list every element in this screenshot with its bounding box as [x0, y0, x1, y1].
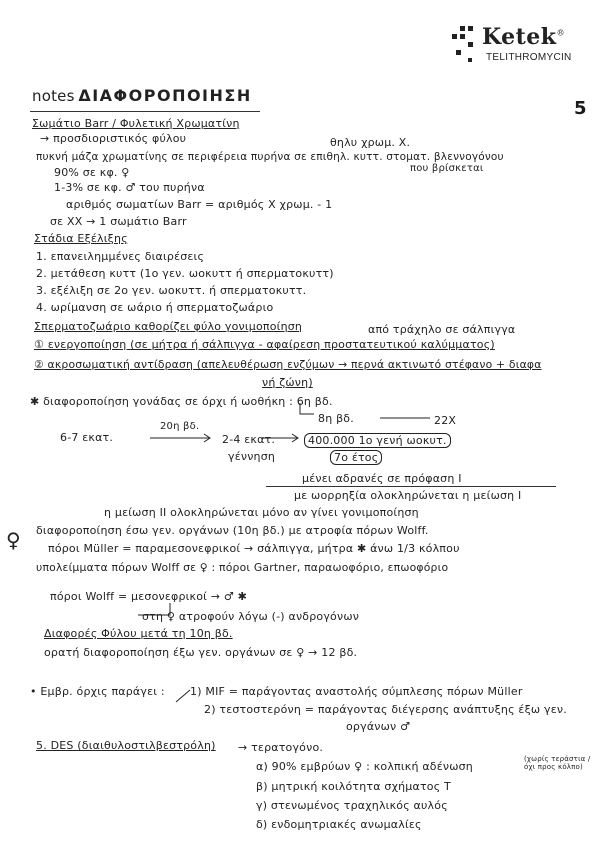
page-title: ΔΙΑΦΟΡΟΠΟΙΗΣΗ [78, 86, 252, 105]
text-line: 6-7 εκατ. [60, 431, 114, 444]
list-item: 2. μετάθεση κυττ (1ο γεν. ωοκυττ ή σπερματοκυττ) [36, 267, 334, 280]
text-line: σε ΧΧ → 1 σωμάτιο Barr [50, 215, 187, 228]
list-item: δ) ενδομητριακές ανωμαλίες [256, 818, 422, 831]
ketek-logo [452, 22, 582, 72]
list-item: 3. εξέλιξη σε 2ο γεν. ωοκυττ. ή σπερματοκυττ. [36, 284, 307, 297]
text-line: νή ζώνη) [262, 376, 313, 389]
text-line: με ωορρηξία ολοκληρώνεται η μείωση Ι [294, 489, 522, 502]
notes-title [32, 86, 252, 105]
logo-square-icon [468, 26, 473, 31]
text-note: 8η βδ. [318, 412, 354, 425]
text-note: (χωρίς τεράστια / όχι προς κόλπο) [524, 755, 591, 771]
text-line: πυκνή μάζα χρωματίνης σε περιφέρεια πυρήνα σε επιθηλ. κυττ. στοματ. βλεννογόνου [36, 151, 504, 163]
boxed-value: 400.000 1ο γενή ωοκυτ. [304, 433, 451, 448]
logo-square-icon [456, 50, 461, 55]
text-line: 2-4 εκατ. [222, 433, 276, 446]
text-line: 1-3% σε κφ. ♂ του πυρήνα [54, 181, 205, 194]
text-line: υπολείμματα πόρων Wolff σε ♀ : πόροι Gartner, παραωοφόριο, επωοφόριο [36, 561, 449, 574]
list-item: β) μητρική κοιλότητα σχήματος Τ [256, 780, 451, 793]
boxed-value: 7ο έτος [330, 450, 382, 465]
text-line: 2) τεστοστερόνη = παράγοντας διέγερσης ανάπτυξης έξω γεν. [204, 703, 567, 716]
logo-square-icon [460, 34, 465, 39]
section-heading: Στάδια Εξέλιξης [34, 232, 128, 245]
text-line: θηλυ χρωμ. Χ. [330, 136, 411, 149]
text-line: ορατή διαφοροποίηση έξω γεν. οργάνων σε ♀ → 12 βδ. [44, 646, 358, 659]
text-line: ① ενεργοποίηση (σε μήτρα ή σάλπιγγα - αφαίρεση προστατευτικού καλύμματος) [34, 338, 495, 351]
section-heading: 5. DES (διαιθυλοστιλβεστρόλη) [36, 739, 216, 752]
page-number: 5 [574, 98, 587, 119]
section-heading: Σωμάτιο Barr / Φυλετική Χρωματίνη [32, 117, 240, 130]
text-line: • Εμβρ. όρχις παράγει : [30, 685, 165, 698]
text-line: διαφοροποίηση έσω γεν. οργάνων (10η βδ.) με ατροφία πόρων Wolff. [36, 524, 429, 537]
list-item: 4. ωρίμανση σε ωάριο ή σπερματοζωάριο [36, 301, 274, 314]
text-line: οργάνων ♂ [346, 720, 411, 733]
text-note: που βρίσκεται [410, 163, 484, 174]
text-line: στη ♀ ατροφούν λόγω (-) ανδρογόνων [142, 610, 360, 623]
list-item: α) 90% εμβρύων ♀ : κολπική αδένωση [256, 760, 473, 773]
divider [266, 486, 556, 487]
section-heading: Σπερματοζωάριο καθορίζει φύλο γονιμοποίηση [34, 320, 303, 333]
text-line: μένει αδρανές σε πρόφαση Ι [302, 472, 462, 485]
text-line: 90% σε κφ. ♀ [54, 166, 130, 179]
bracket-mark [176, 690, 190, 702]
text-note: 22Χ [434, 414, 457, 427]
list-item: γ) στενωμένος τραχηλικός αυλός [256, 799, 448, 812]
list-item: 1. επανειλημμένες διαιρέσεις [36, 250, 205, 263]
arrow-icon [150, 434, 210, 442]
text-line: πόροι Wolff = μεσονεφρικοί → ♂ ✱ [50, 590, 248, 603]
logo-square-icon [460, 26, 465, 31]
female-symbol-icon: ♀ [6, 528, 21, 552]
logo-square-icon [452, 34, 457, 39]
notes-label: notes [32, 87, 75, 105]
text-line: γέννηση [228, 450, 276, 463]
text-note: 20η βδ. [160, 421, 200, 432]
title-underline [30, 111, 260, 112]
text-line: 1) MIF = παράγοντας αναστολής σύμπλεσης πόρων Müller [190, 685, 523, 698]
text-line: → τερατογόνο. [238, 741, 324, 754]
section-heading: Διαφορές Φύλου μετά τη 10η βδ. [44, 627, 233, 640]
logo-square-icon [468, 42, 473, 47]
logo-brand: Ketek® [482, 24, 566, 50]
text-line: → προσδιοριστικός φύλου [40, 132, 187, 145]
text-line: η μείωση ΙΙ ολοκληρώνεται μόνο αν γίνει γονιμοποίηση [104, 506, 419, 519]
text-line: ② ακροσωματική αντίδραση (απελευθέρωση ενζύμων → περνά ακτινωτό στέφανο + διαφα [34, 358, 542, 371]
text-line: πόροι Müller = παραμεσονεφρικοί → σάλπιγγα, μήτρα ✱ άνω 1/3 κόλπου [48, 542, 460, 555]
text-line: από τράχηλο σε σάλπιγγα [368, 323, 516, 336]
text-line: αριθμός σωματίων Barr = αριθμός Χ χρωμ. - 1 [66, 198, 333, 211]
logo-square-icon [468, 58, 472, 62]
logo-product: TELITHROMYCIN [486, 52, 572, 63]
text-line: ✱ διαφοροποίηση γονάδας σε όρχι ή ωοθήκη : 6η βδ. [30, 395, 333, 408]
